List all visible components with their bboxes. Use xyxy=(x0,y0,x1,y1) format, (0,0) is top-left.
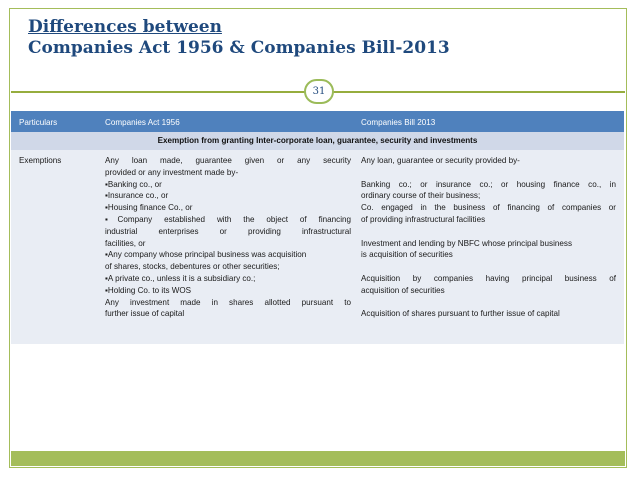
cell-line: ▪A private co., unless it is a subsidiary co.; xyxy=(105,273,256,283)
cell-line: Co. engaged in the business of financing of companies or xyxy=(361,203,616,213)
cell-line: ▪Any company whose principal business was acquisition xyxy=(105,250,307,260)
cell-line: acquisition of securities xyxy=(361,285,445,295)
cell-line: Acquisition by companies having principal business of xyxy=(361,273,616,283)
cell-line: of shares, stocks, debentures or other securities; xyxy=(105,262,280,272)
cell-act-1956 xyxy=(105,155,351,320)
cell-line: facilities, or xyxy=(105,238,146,248)
cell-line: of providing infrastructural facilities xyxy=(361,214,486,224)
cell-line xyxy=(361,297,616,309)
cell-line xyxy=(361,226,616,238)
cell-particular: Exemptions xyxy=(19,156,62,165)
cell-line xyxy=(361,167,616,179)
cell-line: provided or any investment made by- xyxy=(105,167,239,177)
cell-line: ▪Holding Co. to its WOS xyxy=(105,285,192,295)
page-number-badge: 31 xyxy=(304,79,334,104)
cell-line: ▪Banking co., or xyxy=(105,179,162,189)
cell-line: Banking co.; or insurance co.; or housing finance co., in xyxy=(361,179,616,189)
footer-band xyxy=(11,451,625,466)
cell-line: further issue of capital xyxy=(105,309,185,319)
slide-title xyxy=(28,17,450,59)
header-bill-2013: Companies Bill 2013 xyxy=(361,118,436,127)
table-header-row xyxy=(11,111,624,132)
cell-line xyxy=(361,261,616,273)
header-act-1956: Companies Act 1956 xyxy=(105,118,180,127)
section-title-row: Exemption from granting Inter-corporate loan, guarantee, security and investments xyxy=(11,132,624,150)
cell-line: Any loan, guarantee or security provided by- xyxy=(361,156,520,165)
comparison-table xyxy=(11,111,624,344)
cell-line: Investment and lending by NBFC whose principal business xyxy=(361,238,572,248)
cell-line: Acquisition of shares pursuant to further issue of capital xyxy=(361,309,560,319)
cell-line: ordinary course of their business; xyxy=(361,191,481,201)
cell-line: industrial enterprises or providing infrastructural xyxy=(105,226,351,236)
cell-bill-2013 xyxy=(361,155,616,320)
slide-title-line-1: Differences between xyxy=(28,17,222,37)
slide-title-line-2: Companies Act 1956 & Companies Bill-2013 xyxy=(28,38,450,58)
cell-line: Any investment made in shares allotted pursuant to xyxy=(105,297,351,307)
cell-line: is acquisition of securities xyxy=(361,250,453,260)
cell-line: ▪Company established with the object of financing xyxy=(105,214,351,224)
header-particulars: Particulars xyxy=(19,118,58,127)
table-row xyxy=(11,150,624,344)
cell-line: Any loan made, guarantee given or any security xyxy=(105,156,351,165)
cell-line: ▪Housing finance Co., or xyxy=(105,203,193,213)
cell-line: ▪Insurance co., or xyxy=(105,191,169,201)
